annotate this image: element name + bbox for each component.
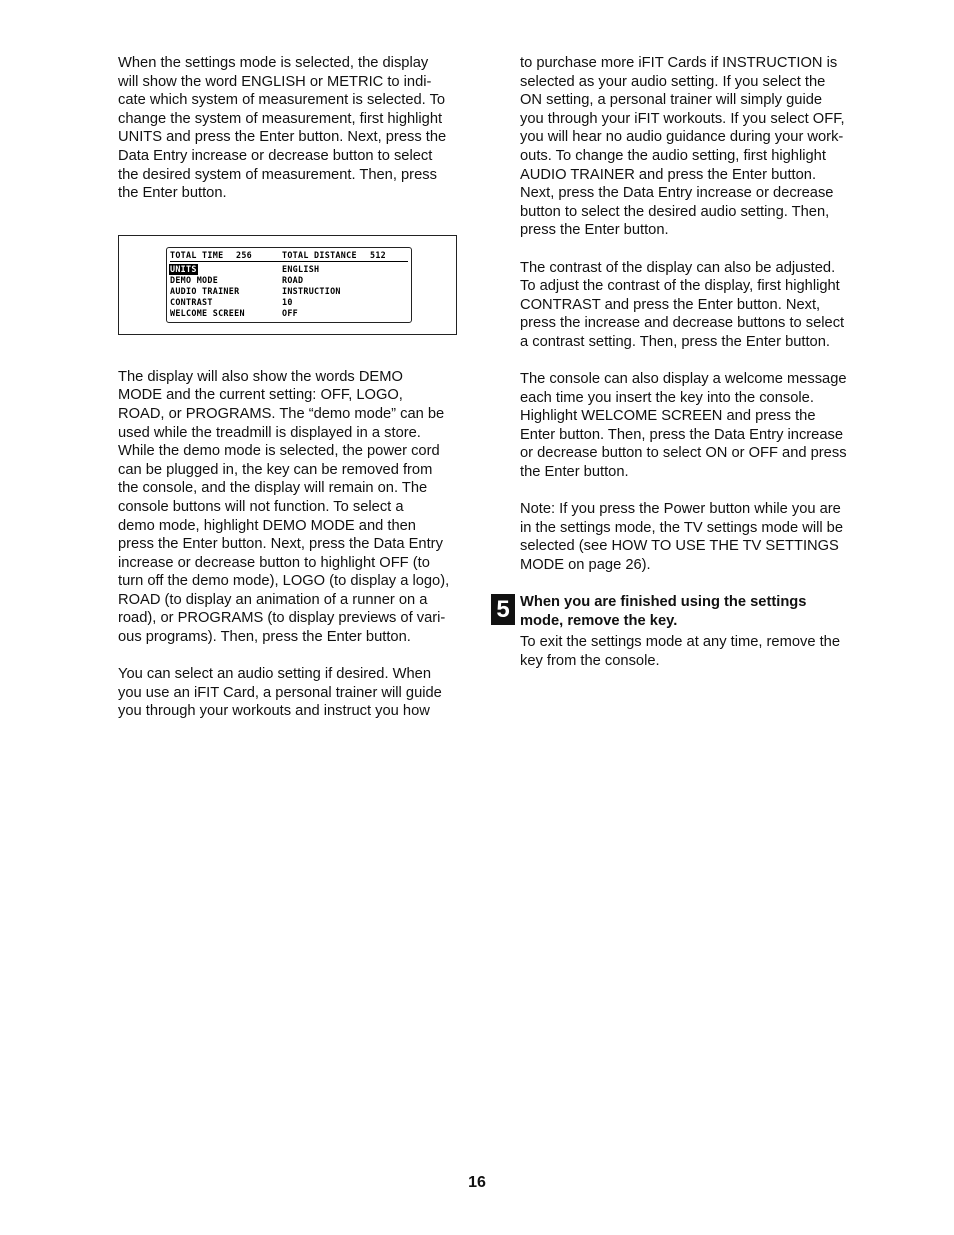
display-row-units: [170, 264, 408, 275]
total-time-value: 256: [236, 249, 253, 260]
display-row-value: OFF: [282, 307, 299, 318]
step-5: [496, 593, 872, 633]
display-row-contrast: [170, 297, 408, 308]
page-number: 16: [468, 1174, 486, 1191]
settings-display: [166, 247, 412, 323]
paragraph-contrast: The contrast of the display can also be adjusted. To adjust the contrast of the display, first highlight CONTRAST and press the Enter button. Next, press the increase and decrease buttons to select a contrast setting. Then, press the Enter button.: [520, 259, 845, 350]
console-display-figure: [118, 235, 457, 335]
display-row-value: ROAD: [282, 274, 304, 285]
total-time-label: TOTAL TIME: [170, 249, 224, 260]
display-row-key: CONTRAST: [170, 296, 213, 307]
display-row-key: WELCOME SCREEN: [170, 307, 245, 318]
display-row-demo-mode: [170, 275, 408, 286]
total-distance-value: 512: [370, 249, 387, 260]
display-row-key: DEMO MODE: [170, 274, 219, 285]
paragraph-note: Note: If you press the Power button while you are in the settings mode, the TV settings mode will be selected (see HOW TO USE THE TV SETTINGS MODE on page 26).: [520, 501, 844, 574]
left-column: [118, 54, 470, 721]
paragraph-welcome-screen: The console can also display a welcome message each time you insert the key into the console. Highlight WELCOME SCREEN and press the Enter button. Then, press the Data Entry increase or decrease button to select ON or OFF and press the Enter button.: [520, 371, 847, 481]
paragraph-audio-continued: to purchase more iFIT Cards if INSTRUCTION is selected as your audio setting. If you select the ON setting, a personal trainer will simply guide you through your iFIT workouts. If you select OFF, you will hear no audio guidance during your work- outs. To change the audio setting, first highlight AUDIO TRAINER and press the Enter button. Next, press the Data Entry increase or decrease button to select the desired audio setting. Then, press the Enter button.: [520, 55, 845, 239]
paragraph-demo-mode: The display will also show the words DEMO MODE and the current setting: OFF, LOGO, ROAD, or PROGRAMS. The “demo mode” can be used while the treadmill is displayed in a store. While the demo mode is selected, the power cord can be plugged in, the key can be removed from the console, and the display will remain on. The console buttons will not function. To select a demo mode, highlight DEMO MODE and then press the Enter button. Next, press the Data Entry increase or decrease button to highlight OFF (to turn off the demo mode), LOGO (to display a logo), ROAD (to display an animation of a runner on a road), or PROGRAMS (to display previews of vari- ous programs). Then, press the Enter button.: [118, 368, 450, 646]
paragraph-units: When the settings mode is selected, the display will show the word ENGLISH or METRIC to indi- cate which system of measurement is selected. To change the system of measurement, first highlight UNITS and press the Enter button. Next, press the Data Entry increase or decrease button to select the desired system of measurement. Then, press the Enter button.: [118, 55, 447, 202]
display-row-value: INSTRUCTION: [282, 285, 341, 296]
display-header: [170, 250, 408, 262]
display-row-audio-trainer: [170, 286, 408, 297]
step-number: 5: [491, 594, 515, 625]
display-row-key: UNITS: [170, 263, 197, 274]
paragraph-exit: To exit the settings mode at any time, remove the key from the console.: [520, 634, 841, 669]
display-row-value: 10: [282, 296, 293, 307]
paragraph-audio-setting: You can select an audio setting if desired. When you use an iFIT Card, a personal trainer will guide you through your workouts and instruct you how: [118, 666, 442, 720]
display-row-welcome-screen: [170, 308, 408, 319]
step-heading: When you are finished using the settings mode, remove the key.: [520, 594, 807, 629]
display-row-key: AUDIO TRAINER: [170, 285, 240, 296]
total-distance-label: TOTAL DISTANCE: [282, 249, 357, 260]
right-column: [496, 54, 872, 670]
display-row-value: ENGLISH: [282, 263, 320, 274]
